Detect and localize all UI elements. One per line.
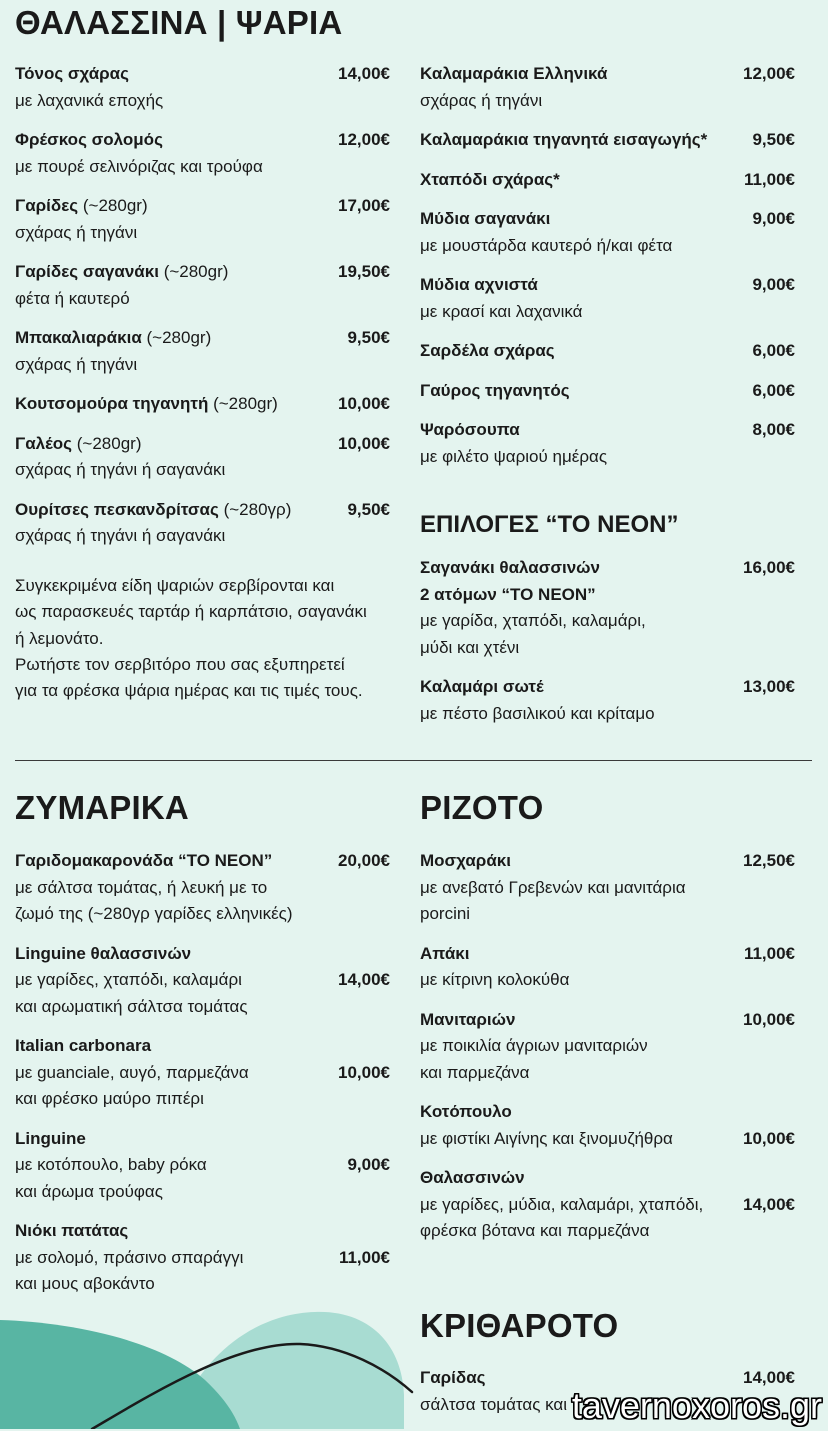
decorative-waves [0, 1300, 420, 1429]
dish-price: 9,00€ [347, 1155, 390, 1174]
section-divider [15, 760, 812, 761]
notice-line: για τα φρέσκα ψάρια ημέρας και τις τιμές τους. [15, 681, 363, 701]
menu-item [420, 941, 795, 994]
dish-price: 9,50€ [347, 499, 390, 519]
dish-price: 13,00€ [743, 677, 795, 696]
menu-item-line [15, 1179, 390, 1206]
dish-name: Σαρδέλα σχάρας [420, 341, 555, 360]
risotto-title: ΡΙΖΟΤΟ [420, 789, 544, 826]
menu-item [420, 1099, 795, 1152]
dish-name: Γαλέος [15, 433, 73, 453]
dish-description: με πουρέ σελινόριζας και τρούφα [15, 156, 263, 176]
menu-item-line [15, 193, 390, 220]
dish-name: Φρέσκος σολομός [15, 130, 163, 149]
pasta-title: ΖΥΜΑΡΙΚΑ [15, 789, 189, 826]
dish-portion-note: (~280gr) [213, 394, 278, 413]
dish-description: σχάρας ή τηγάνι [15, 354, 138, 374]
dish-description: με σάλτσα τομάτας, ή λευκή με το [15, 877, 268, 897]
dish-name: Καλαμάρι σωτέ [420, 677, 544, 696]
menu-item [420, 1165, 795, 1245]
notice-line: ως παρασκευές ταρτάρ ή καρπάτσιο, σαγανάκι [15, 602, 367, 622]
menu-item-line [420, 635, 795, 662]
dish-description: σχάρας ή τηγάνι [420, 90, 543, 110]
menu-item-line [15, 848, 390, 875]
dish-name: Linguine θαλασσινών [15, 943, 192, 963]
dish-description: με κρασί και λαχανικά [420, 301, 583, 321]
menu-item [15, 127, 390, 180]
dish-name: Καλαμαράκια Ελληνικά [420, 64, 608, 83]
notice-line: ή λεμονάτο. [15, 628, 104, 648]
menu-item [420, 848, 795, 928]
notice-line: Συγκεκριμένα είδη ψαριών σερβίρονται και [15, 576, 335, 595]
menu-item [420, 378, 795, 405]
menu-item [420, 555, 795, 661]
dish-name: Γαριδομακαρονάδα “ΤΟ ΝΕΟΝ” [15, 851, 273, 870]
menu-item [420, 417, 795, 470]
menu-item-line [15, 286, 390, 313]
dish-price: 14,00€ [743, 1194, 795, 1214]
dish-price: 6,00€ [752, 341, 795, 360]
menu-item [15, 193, 390, 246]
dish-name: Γαύρος τηγανητός [420, 380, 570, 400]
pasta-list [15, 848, 390, 1311]
dish-name: Σαγανάκι θαλασσινών [420, 558, 600, 577]
menu-item [420, 272, 795, 325]
notice-line: Ρωτήστε τον σερβιτόρο που σας εξυπηρετεί [15, 654, 345, 674]
dish-description: με γαρίδες, μύδια, καλαμάρι, χταπόδι, [420, 1194, 704, 1214]
menu-item-line [420, 206, 795, 233]
menu-item-line [15, 1060, 390, 1087]
dish-description: και άρωμα τρούφας [15, 1181, 163, 1201]
dish-price: 11,00€ [338, 1247, 390, 1267]
menu-item [15, 325, 390, 378]
menu-item-line [420, 555, 795, 582]
menu-item-line [420, 674, 795, 701]
menu-item-line [15, 875, 390, 902]
menu-item-line [420, 941, 795, 968]
menu-item-line [15, 88, 390, 115]
menu-item [420, 127, 795, 154]
dish-name: Ψαρόσουπα [420, 420, 520, 439]
menu-item-line [420, 1060, 795, 1087]
dish-price: 20,00€ [338, 851, 390, 870]
dish-price: 14,00€ [338, 970, 390, 989]
menu-item [15, 431, 390, 484]
dish-name: Μανιταριών [420, 1009, 516, 1029]
dish-price: 11,00€ [743, 943, 795, 963]
dish-name: Linguine [15, 1128, 86, 1148]
seafood-notice [15, 573, 410, 704]
dish-description: και φρέσκο μαύρο πιπέρι [15, 1089, 204, 1108]
menu-item-line [420, 338, 795, 365]
menu-item-line [420, 582, 795, 609]
menu-item-line [15, 901, 390, 928]
neon-specials-list [420, 555, 795, 740]
menu-item-line [420, 608, 795, 635]
menu-item-line [420, 61, 795, 88]
dish-description: φρέσκα βότανα και παρμεζάνα [420, 1221, 650, 1240]
dish-price: 6,00€ [752, 380, 795, 400]
dish-description: ζωμό της (~280γρ γαρίδες ελληνικές) [15, 904, 293, 923]
menu-item-line [15, 391, 390, 418]
dish-price: 14,00€ [338, 64, 390, 83]
menu-item-line [420, 417, 795, 444]
seafood-left-list [15, 61, 390, 563]
dish-name: Απάκι [420, 943, 470, 963]
menu-item [15, 497, 390, 550]
dish-price: 10,00€ [743, 1009, 795, 1029]
menu-item-line [15, 1245, 390, 1272]
dish-portion-note: (~280gr) [146, 328, 212, 347]
menu-item-line [420, 1007, 795, 1034]
dish-name: Κοτόπουλο [420, 1102, 512, 1121]
menu-item-line [420, 88, 795, 115]
menu-item-line [15, 220, 390, 247]
menu-item [420, 167, 795, 194]
dish-name: Κουτσομούρα τηγανητή [15, 394, 209, 413]
dish-price: 9,50€ [347, 328, 390, 347]
dish-name: Ουρίτσες πεσκανδρίτσας [15, 499, 219, 519]
menu-item-line [420, 1165, 795, 1192]
dish-description: σχάρας ή τηγάνι ή σαγανάκι [15, 526, 226, 545]
dish-price: 8,00€ [752, 420, 795, 439]
dish-name: Γαρίδας [420, 1368, 486, 1387]
menu-item-line [15, 1152, 390, 1179]
dish-description: σάλτσα τομάτας και [420, 1394, 568, 1414]
dish-description: με φιλέτο ψαριού ημέρας [420, 446, 608, 466]
menu-item-line [420, 1218, 795, 1245]
dish-description: με κίτρινη κολοκύθα [420, 970, 570, 989]
menu-item-line [420, 444, 795, 471]
menu-item [15, 259, 390, 312]
dish-description: με πέστο βασιλικού και κρίταμο [420, 703, 655, 723]
dish-description: σχάρας ή τηγάνι [15, 222, 138, 242]
menu-item-line [15, 1218, 390, 1245]
watermark: tavernoxoros.gr [571, 1385, 822, 1426]
dish-description: και αρωματική σάλτσα τομάτας [15, 996, 248, 1016]
menu-item-line [420, 233, 795, 260]
dish-name: Μύδια σαγανάκι [420, 209, 551, 228]
menu-item-line [15, 941, 390, 968]
menu-item [15, 848, 390, 928]
dish-description: σχάρας ή τηγάνι ή σαγανάκι [15, 460, 226, 479]
menu-item-line [420, 1033, 795, 1060]
menu-item-line [15, 154, 390, 181]
menu-item-line [15, 259, 390, 286]
dish-price: 11,00€ [743, 169, 795, 189]
menu-item-line [15, 325, 390, 352]
dish-description: και μους αβοκάντο [15, 1274, 155, 1293]
dish-name: Γαρίδες σαγανάκι [15, 262, 159, 281]
dish-description: με γαρίδα, χταπόδι, καλαμάρι, [420, 611, 646, 630]
dish-price: 12,00€ [338, 130, 390, 149]
dish-price: 10,00€ [338, 433, 390, 453]
menu-item-line [15, 61, 390, 88]
menu-item-line [15, 1086, 390, 1113]
menu-item-line [15, 523, 390, 550]
menu-item-line [15, 352, 390, 379]
menu-item-line [420, 701, 795, 728]
dish-description: με σολομό, πράσινο σπαράγγι [15, 1247, 244, 1267]
dish-price: 14,00€ [743, 1368, 795, 1387]
menu-item-line [15, 967, 390, 994]
dish-description: φέτα ή καυτερό [15, 288, 130, 308]
menu-item-line [15, 1033, 390, 1060]
seafood-right-list [420, 61, 795, 483]
dish-name: Γαρίδες [15, 196, 79, 215]
menu-item-line [15, 994, 390, 1021]
seafood-title: ΘΑΛΑΣΣΙΝΑ | ΨΑΡΙΑ [15, 4, 343, 41]
dish-portion-note: (~280gr) [163, 262, 229, 281]
menu-item-line [420, 127, 795, 154]
menu-item-line [420, 967, 795, 994]
menu-item-line [420, 875, 795, 902]
menu-item [15, 941, 390, 1021]
menu-item-line [420, 1192, 795, 1219]
dish-price: 17,00€ [338, 196, 390, 215]
dish-name: Μοσχαράκι [420, 851, 511, 870]
dish-name: Italian carbonara [15, 1036, 152, 1055]
dish-portion-note: (~280γρ) [223, 499, 292, 519]
dish-portion-note: (~280gr) [82, 196, 148, 215]
risotto-list [420, 848, 795, 1258]
dish-name: Τόνος σχάρας [15, 64, 129, 83]
menu-item [420, 338, 795, 365]
dish-name: Νιόκι πατάτας [15, 1221, 129, 1240]
menu-item-line [420, 1099, 795, 1126]
dish-description: με φιστίκι Αιγίνης και ξινομυζήθρα [420, 1128, 673, 1148]
dish-price: 10,00€ [338, 1062, 390, 1082]
dish-price: 9,00€ [752, 275, 795, 294]
menu-item-line [15, 127, 390, 154]
dish-price: 16,00€ [743, 558, 795, 577]
menu-item [420, 61, 795, 114]
dish-description: μύδι και χτένι [420, 637, 520, 657]
menu-item-line [420, 272, 795, 299]
menu-item [15, 61, 390, 114]
dish-description: porcini [420, 904, 471, 923]
dish-description: με γαρίδες, χταπόδι, καλαμάρι [15, 970, 242, 989]
menu-item-line [15, 431, 390, 458]
dish-price: 12,00€ [743, 64, 795, 83]
dish-price: 10,00€ [338, 394, 390, 413]
dish-description: με λαχανικά εποχής [15, 90, 164, 110]
menu-item-line [420, 848, 795, 875]
dish-description: με κοτόπουλο, baby ρόκα [15, 1155, 207, 1174]
dish-name: Μπακαλιαράκια [15, 328, 142, 347]
dish-description: και παρμεζάνα [420, 1062, 530, 1082]
dish-name: Καλαμαράκια τηγανητά εισαγωγής* [420, 130, 708, 149]
kritharoto-title: ΚΡΙΘΑΡΟΤΟ [420, 1307, 619, 1344]
dish-price: 10,00€ [743, 1128, 795, 1148]
dish-name: 2 ατόμων “ΤΟ ΝΕΟΝ” [420, 584, 596, 604]
dish-description: με μουστάρδα καυτερό ή/και φέτα [420, 235, 673, 255]
menu-item-line [420, 167, 795, 194]
menu-item [15, 1126, 390, 1206]
menu-item-line [15, 1126, 390, 1153]
menu-item-line [420, 378, 795, 405]
menu-item-line [420, 901, 795, 928]
dish-name: Μύδια αχνιστά [420, 275, 538, 294]
dish-name: Θαλασσινών [420, 1168, 525, 1187]
menu-item-line [15, 457, 390, 484]
menu-item [420, 674, 795, 727]
dish-name: Χταπόδι σχάρας* [420, 169, 560, 189]
menu-item-line [420, 299, 795, 326]
dish-price: 19,50€ [338, 262, 390, 281]
menu-item [420, 206, 795, 259]
dish-price: 9,00€ [752, 209, 795, 228]
dish-price: 12,50€ [743, 851, 795, 870]
menu-item-line [420, 1126, 795, 1153]
dish-price: 9,50€ [752, 130, 795, 149]
dish-description: με guanciale, αυγό, παρμεζάνα [15, 1062, 249, 1082]
dish-description: με ανεβατό Γρεβενών και μανιτάρια [420, 877, 686, 897]
neon-specials-title: ΕΠΙΛΟΓΕΣ “ΤΟ ΝΕΟΝ” [420, 511, 679, 538]
menu-item [15, 391, 390, 418]
menu-item-line [15, 497, 390, 524]
menu-item-line [15, 1271, 390, 1298]
dish-portion-note: (~280gr) [76, 433, 142, 453]
menu-item [420, 1007, 795, 1087]
menu-item [15, 1218, 390, 1298]
dish-description: με ποικιλία άγριων μανιταριών [420, 1036, 648, 1055]
menu-item [15, 1033, 390, 1113]
